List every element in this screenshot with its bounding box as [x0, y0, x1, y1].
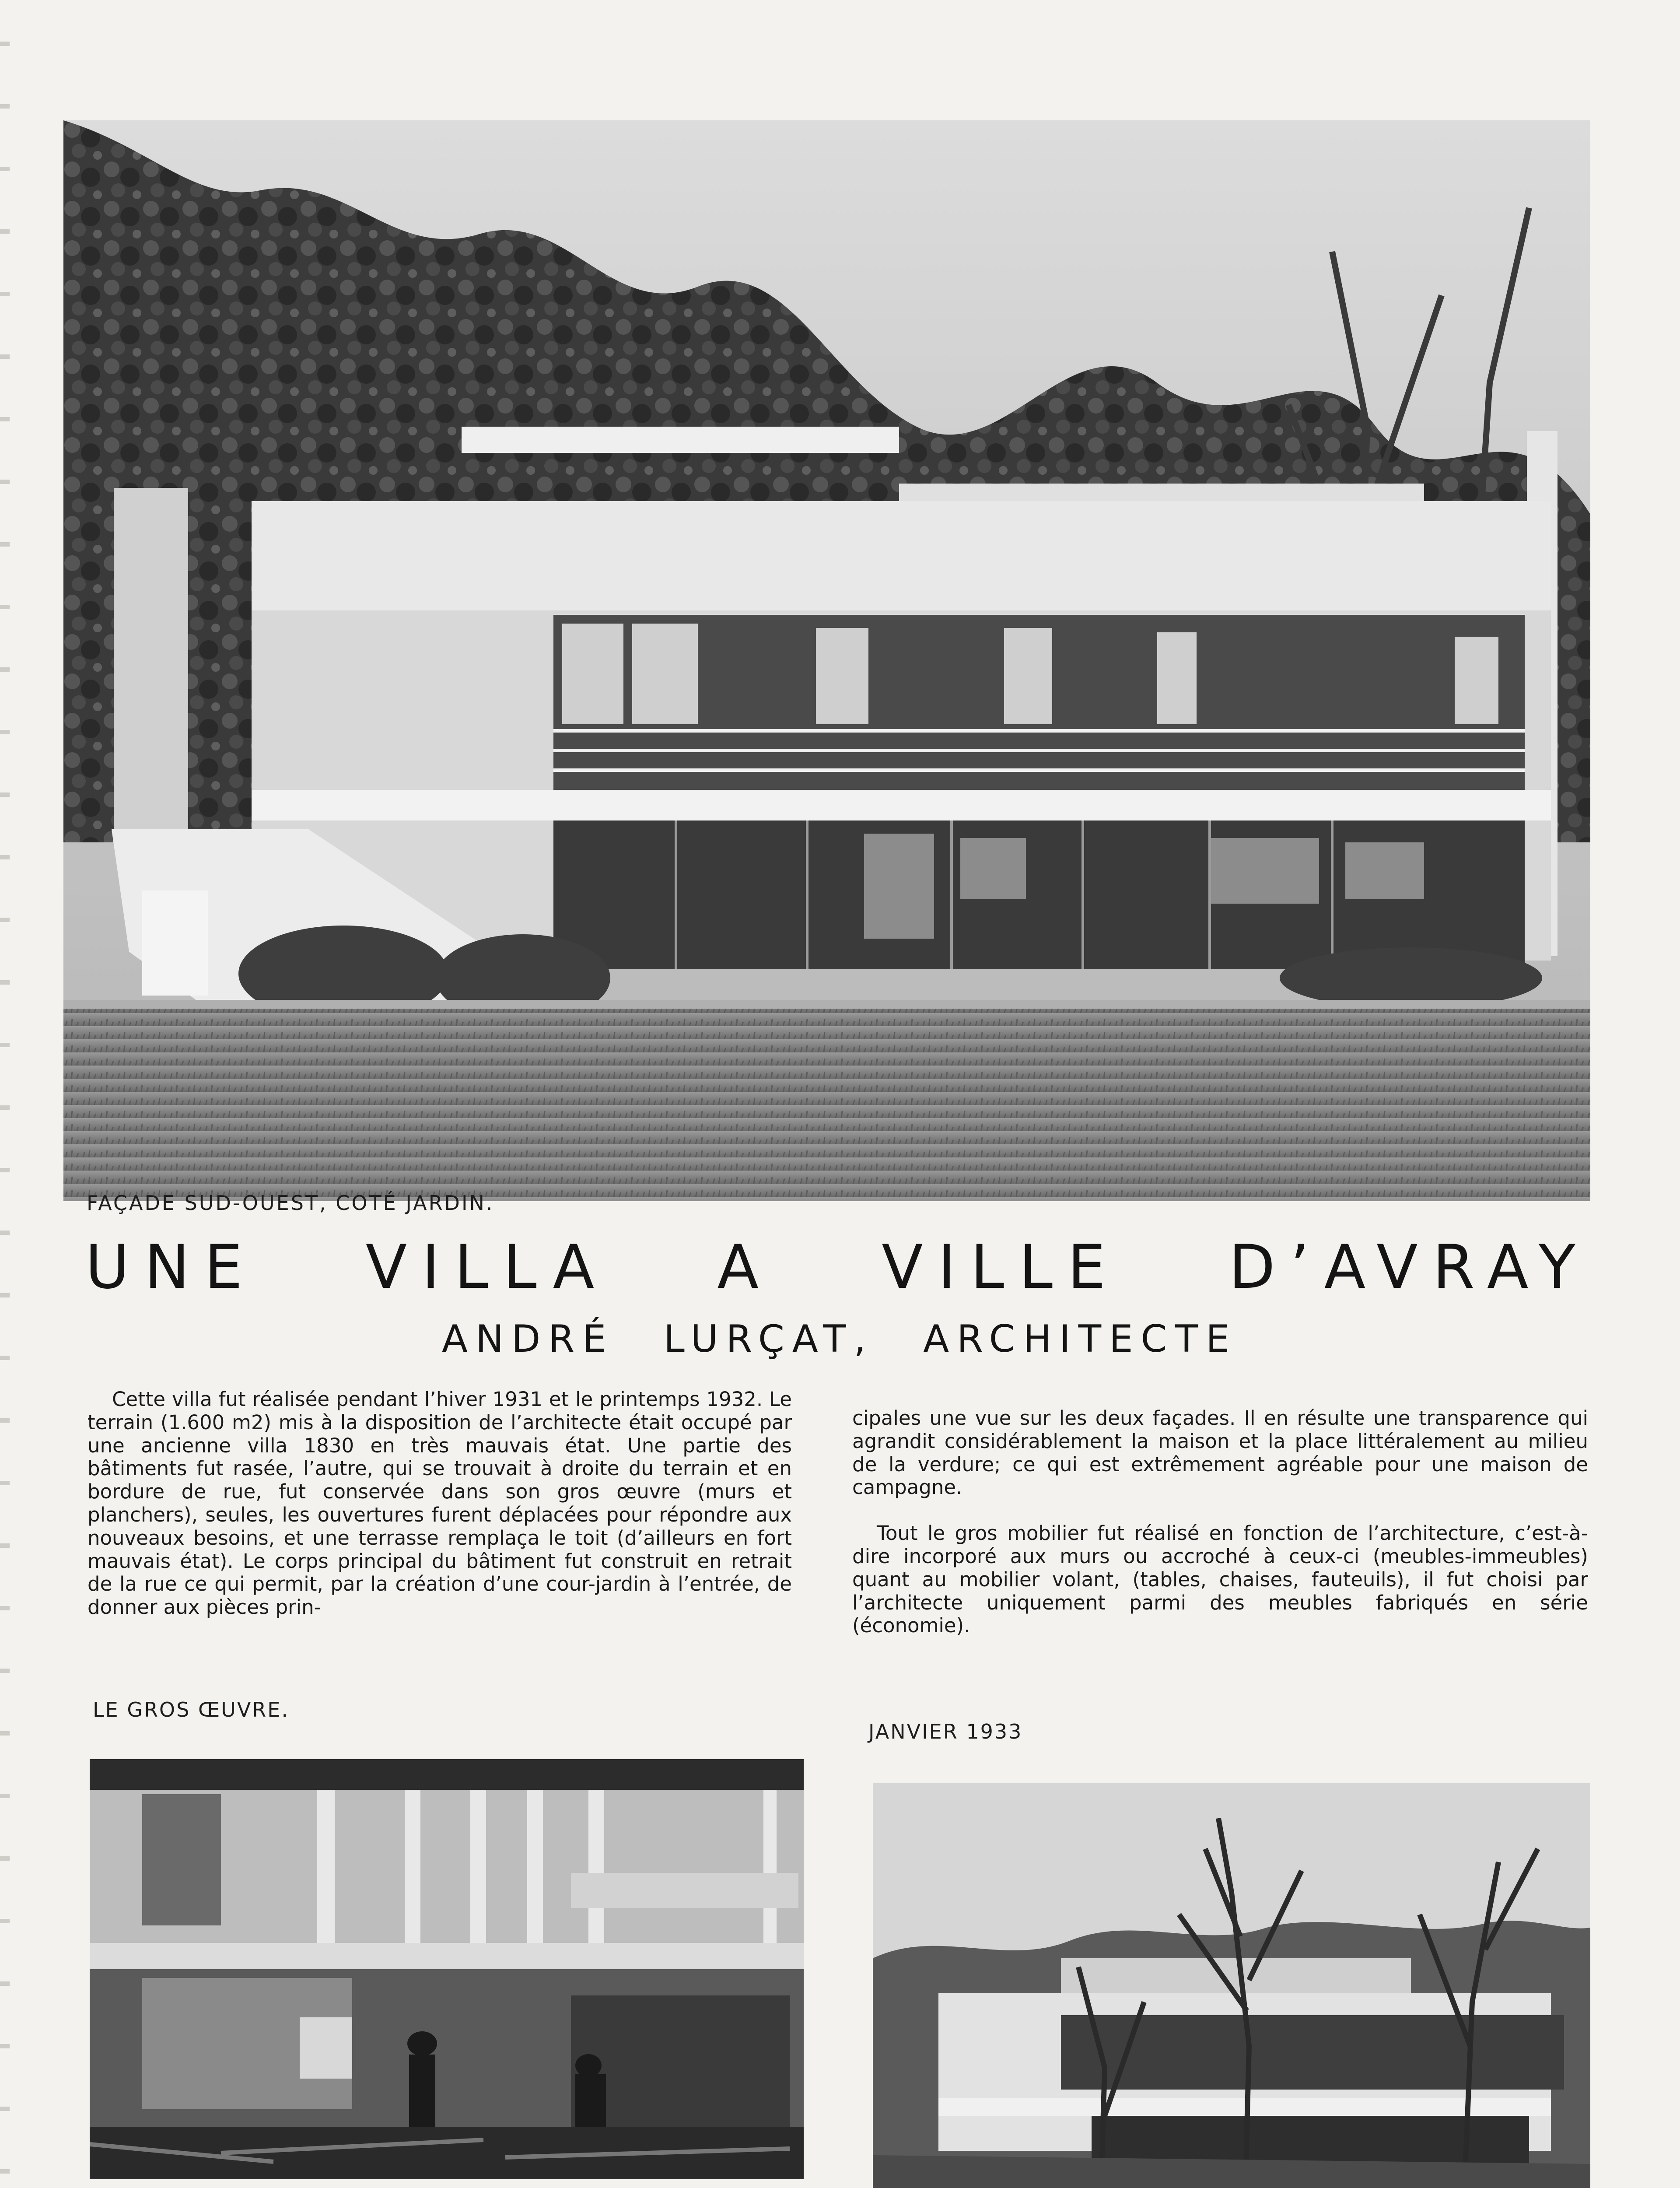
- subtitle-word: LURÇAT,: [663, 1317, 874, 1361]
- article-right-column: [852, 1407, 1588, 1637]
- title-word: UNE: [85, 1232, 258, 1302]
- binding-edge: [0, 0, 10, 2188]
- bottom-right-caption: JANVIER 1933: [868, 1720, 1023, 1743]
- title-word: VILLA: [365, 1232, 609, 1302]
- title-word: A: [717, 1232, 774, 1302]
- main-photo-caption: FAÇADE SUD-OUEST, COTÉ JARDIN.: [87, 1191, 494, 1215]
- title-word: D’AVRAY: [1228, 1232, 1590, 1302]
- subtitle-word: ANDRÉ: [442, 1317, 614, 1361]
- main-photo-villa-garden-facade: [63, 120, 1590, 1201]
- subtitle-word: ARCHITECTE: [923, 1317, 1238, 1361]
- article-title: [85, 1232, 1590, 1302]
- construction-photo: [90, 1759, 804, 2179]
- title-word: VILLE: [882, 1232, 1121, 1302]
- bottom-left-caption: LE GROS ŒUVRE.: [93, 1698, 289, 1722]
- paragraph: Cette villa fut réalisée pendant l’hiver 1931 et le printemps 1932. Le terrain (1.600 m2) mis à la disposition de l’architecte était occupé par une ancienne villa 1830 en très mauvais état. Une partie des bâtiments fut rasée, l’autre, qui se trouvait à droite du terrain et en bordure de rue, fut conservée dans son gros œuvre (murs et planchers), seules, les ouvertures furent déplacées pour répondre aux nouveaux besoins, et une terrasse remplaça le toit (d’ailleurs en fort mauvais état). Le corps principal du bâtiment fut construit en retrait de la rue ce qui permit, par la création d’une cour-jardin à l’entrée, de donner aux pièces prin-: [88, 1388, 792, 1619]
- paragraph: cipales une vue sur les deux façades. Il en résulte une transparence qui agrandit considérablement la maison et la place littéralement au milieu de la verdure; ce qui est extrêmement agréable pour une maison de campagne.: [852, 1406, 1588, 1499]
- paragraph: Tout le gros mobilier fut réalisé en fonction de l’architecture, c’est-à-dire incorporé aux murs ou accroché à ceux-ci (meubles-immeubles) quant au mobilier volant, (tables, chaises, fauteuils), il fut choisi par l’architecte uniquement parmi des meubles fabriqués en série (économie).: [852, 1522, 1588, 1637]
- article-subtitle: [442, 1317, 1267, 1361]
- article-left-column: [88, 1388, 792, 1619]
- january-1933-photo: [873, 1783, 1590, 2188]
